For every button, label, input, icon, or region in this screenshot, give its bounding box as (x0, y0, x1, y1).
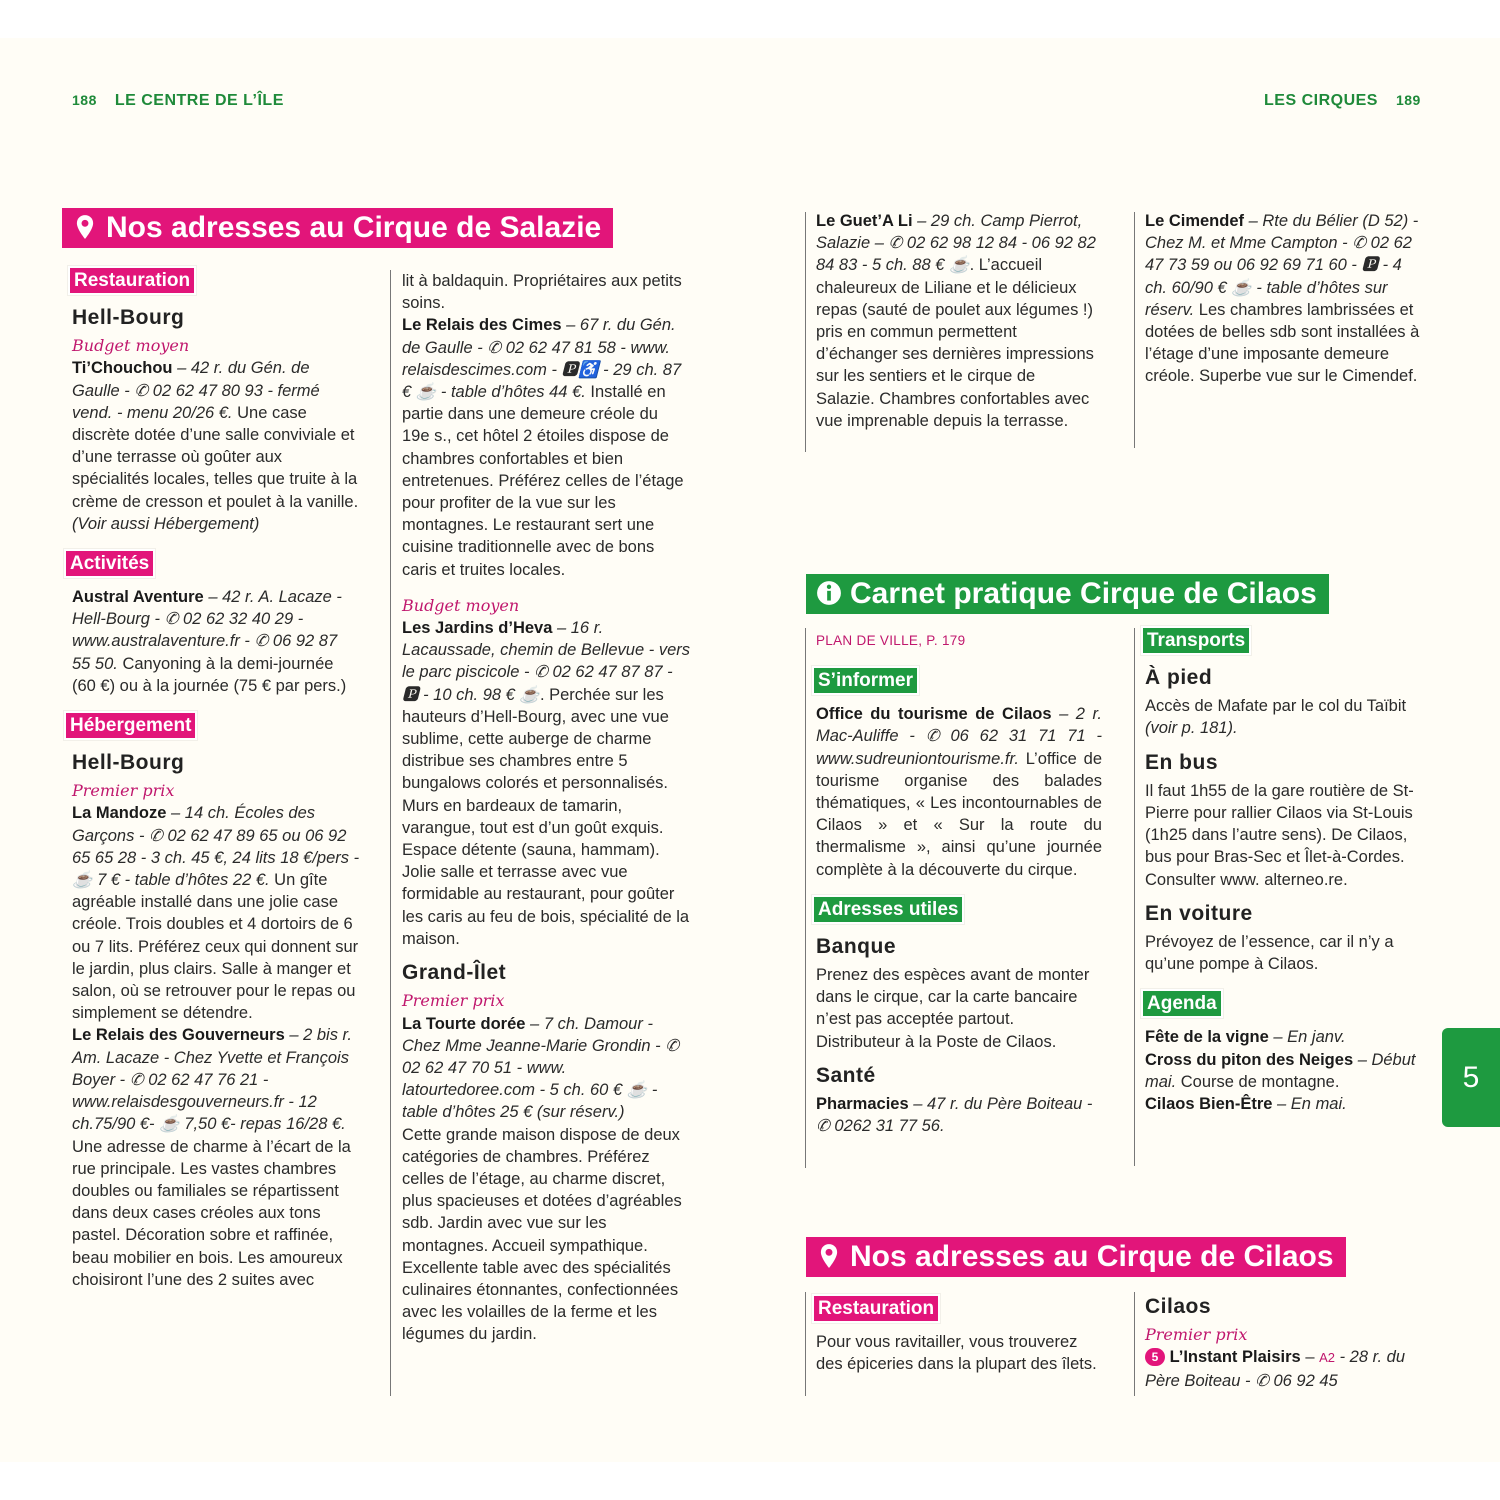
chapter-title: LE CENTRE DE L’ÎLE (114, 92, 284, 109)
page-number-right: 189 (1395, 92, 1421, 108)
listing-guet-a-li: Le Guet’A Li – 29 ch. Camp Pierrot, Salazie – ✆ 02 62 98 12 84 - 06 92 82 84 83 - 5 ch. 88 € ☕. L’accueil chaleureux de Liliane et le délicieux repas (sauté de poulet aux légumes !) pris en commun permettent d’échanger ses dernières impressions sur les sentiers et le cirque de Salazie. Chambres confortables avec vue imprenable depuis la terrasse. (816, 212, 1096, 430)
event-fete-vigne: Fête de la vigne – En janv. (1145, 1028, 1346, 1047)
column-separator (1134, 1292, 1135, 1396)
breakfast-icon: ☕ (72, 871, 98, 890)
phone-icon: ✆ (254, 632, 273, 651)
budget-label: Premier prix (402, 991, 505, 1011)
a-pied-text: Accès de Mafate par le col du Taïbit (voir p. 181). (1145, 697, 1407, 738)
tag-sinformer: S’informer (812, 666, 919, 695)
listing-relais-des-cimes: Le Relais des Cimes – 67 r. du Gén. de Gaulle - ✆ 02 62 47 81 58 - www. relaisdescimes.com - 🅿♿ - 29 ch. 87 € ☕ - table d’hôtes 44 €. Installé en partie dans une demeure créole du 19e s., cet hôtel 2 étoiles dispose de chambres confortables et bien entretenues. Préférez celles de l’étage pour profiter de la vue sur les montagnes. Le restaurant sert une cuisine traditionnelle avec de bons caris et truites locales. (402, 316, 684, 579)
listing-tourte-doree: La Tourte dorée – 7 ch. Damour - Chez Mme Jeanne-Marie Grondin - ✆ 02 62 47 70 51 - www. latourtedoree.com - 5 ch. 60 € ☕ - table d’hôtes 25 € (sur réserv.) (402, 1014, 680, 1122)
heading-en-voiture: En voiture (1145, 901, 1253, 925)
phone-icon: ✆ (164, 610, 184, 629)
wheelchair-icon: ♿ (578, 360, 599, 379)
place-cilaos: Cilaos (1145, 1295, 1212, 1318)
breakfast-icon: ☕ (1231, 278, 1252, 297)
phone-icon: ✆ (888, 234, 907, 253)
tourte-description: Cette grande maison dispose de deux catégories de chambres. Préférez celles de l’étage, au charme discret, plus spacieuses et dotées d’agréables sdb. Jardin avec vue sur les montagnes. Accueil sympathique. Excellente table avec des spécialités culinaires étonnantes, confectionnées avec les volailles de la ferme et les légumes du jardin. (402, 1125, 682, 1344)
tag-activites: Activités (64, 549, 155, 578)
carnet-column-left (816, 630, 1102, 1137)
phone-icon: ✆ (534, 663, 553, 682)
column-2 (402, 270, 690, 1346)
listing-instant-plaisirs: 5 L’Instant Plaisirs – A2 - 28 r. du Père Boiteau - ✆ 06 92 45 (1145, 1348, 1406, 1390)
phone-icon: ✆ (925, 727, 951, 746)
column-separator (1134, 212, 1135, 448)
location-pin-icon (72, 214, 98, 240)
event-cross-piton: Cross du piton des Neiges – Début mai. Course de montagne. (1145, 1050, 1416, 1091)
column-4-top (1145, 210, 1420, 388)
cilaos-title-text: Nos adresses au Cirque de Cilaos (850, 1240, 1334, 1273)
salazie-section-title (62, 208, 613, 248)
map-marker-badge: 5 (1145, 1348, 1165, 1366)
listing-cimendef: Le Cimendef – Rte du Bélier (D 52) - Chez M. et Mme Campton - ✆ 02 62 47 73 59 ou 06 92 69 71 60 - 🅿 - 4 ch. 60/90 € ☕ - table d’hôtes sur réserv. Les chambres lambrissées et dotées de belles sdb sont installées à l’étage d’une imposante demeure créole. Superbe vue sur le Cimendef. (1145, 212, 1420, 386)
listing-austral-aventure: Austral Aventure – 42 r. A. Lacaze - Hell-Bourg - ✆ 02 62 32 40 29 - www.australaventure.fr - ✆ 06 92 87 55 50. Canyoning à la demi-journée (60 €) ou à la journée (75 € par pers.) (72, 588, 347, 695)
breakfast-icon: ☕ (415, 383, 437, 402)
carnet-section-title (806, 574, 1329, 614)
carnet-column-right (1145, 626, 1430, 1115)
salazie-title-text: Nos adresses au Cirque de Salazie (106, 211, 602, 244)
heading-en-bus: En bus (1145, 750, 1219, 774)
chapter-tab: 5 (1442, 1028, 1500, 1127)
heading-banque: Banque (816, 934, 897, 958)
phone-icon: ✆ (487, 338, 506, 357)
phone-icon: ✆ (134, 381, 153, 400)
phone-icon: ✆ (129, 1070, 149, 1089)
phone-icon: ✆ (1352, 234, 1371, 253)
place-hell-bourg-2: Hell-Bourg (72, 751, 185, 775)
listing-tichouchou: Ti’Chouchou – 42 r. du Gén. de Gaulle - ✆ 02 62 47 80 93 - fermé vend. - menu 20/26 €. Une case discrète dotée d’une salle conviviale et d’une terrasse où goûter aux spécialités locales, telles que truite à la crème de cresson et poulet à la vanille. (72, 359, 359, 511)
budget-label: Budget moyen (402, 595, 520, 615)
listing-office-tourisme: Office du tourisme de Cilaos – 2 r. Mac-Auliffe - ✆ 06 62 31 71 71 - www.sudreuniontourisme.fr. L’office de tourisme organise des balades thématiques, « Les incontournables de Cilaos » et « Sur la route du thermalisme », ainsi qu’une journée complète à la découverte du cirque. (816, 705, 1102, 879)
column-separator (390, 270, 391, 1396)
banque-text: Prenez des espèces avant de monter dans le cirque, car la carte bancaire n’est pas acceptée partout. Distributeur à la Poste de Cilaos. (816, 966, 1090, 1051)
page-number-left: 188 (72, 92, 97, 108)
column-separator (805, 212, 806, 452)
breakfast-icon: ☕ (949, 256, 970, 275)
continued-text: lit à baldaquin. Propriétaires aux petits soins. (402, 272, 682, 313)
column-separator (805, 628, 806, 1168)
parking-icon: 🅿 (402, 685, 419, 704)
place-grand-ilet: Grand-Îlet (402, 961, 507, 985)
see-also-note: (Voir aussi Hébergement) (72, 514, 260, 533)
column-3-top (816, 210, 1096, 432)
resto-text: Pour vous ravitailler, vous trouverez des épiceries dans la plupart des îlets. (816, 1333, 1097, 1374)
breakfast-icon: ☕ (626, 1081, 648, 1100)
info-icon (816, 580, 842, 606)
tag-agenda: Agenda (1141, 989, 1223, 1018)
listing-relais-gouverneurs: Le Relais des Gouverneurs – 2 bis r. Am. Lacaze - Chez Yvette et François Boyer - ✆ 02 62 47 76 21 - www.relaisdesgouverneurs.fr - 12 ch.75/90 €- ☕ 7,50 €- repas 16/28 €. Une adresse de charme à l’écart de la rue principale. Les vastes chambres doubles ou familiales se répartissent dans deux cases créoles aux tons pastel. Décoration sobre et raffinée, beau mobilier en bois. Les amoureux choisiront l’une des 2 suites avec (72, 1026, 353, 1289)
event-cilaos-bien-etre: Cilaos Bien-Être – En mai. (1145, 1095, 1347, 1114)
running-head-left (72, 92, 284, 110)
phone-icon: ✆ (665, 1036, 680, 1055)
budget-label: Premier prix (72, 781, 175, 801)
breakfast-icon: ☕ (519, 685, 540, 704)
phone-icon: ✆ (1255, 1371, 1274, 1390)
carnet-title-text: Carnet pratique Cirque de Cilaos (850, 577, 1317, 610)
breakfast-icon: ☕ (159, 1115, 185, 1134)
en-bus-text: Il faut 1h55 de la gare routière de St-Pierre pour rallier Cilaos via St-Louis (1h25 dans l’autre sens). De Cilaos, bus pour Bras-Sec et Îlet-à-Cordes. Consulter www. alterneo.re. (1145, 781, 1414, 889)
section-title: LES CIRQUES (1264, 92, 1378, 109)
tag-hebergement: Hébergement (64, 711, 197, 740)
listing-jardins-heva: Les Jardins d’Heva – 16 r. Lacaussade, chemin de Bellevue - vers le parc piscicole - ✆ 02 62 47 87 87 - 🅿 - 10 ch. 98 € ☕. Perchée sur les hauteurs d’Hell-Bourg, avec une vue sublime, cette auberge de charme distribue ses chambres entre 5 bungalows colorés et personnalisés. Murs en bardeaux de tamarin, varangue, tout est d’un goût exquis. Espace détente (sauna, hammam). Jolie salle et terrasse avec vue formidable au restaurant, pour goûter les caris au feu de bois, spécialité de la maison. (402, 619, 690, 948)
phone-icon: ✆ (816, 1117, 835, 1136)
column-1 (68, 266, 360, 1291)
tag-restauration: Restauration (68, 266, 196, 295)
heading-a-pied: À pied (1145, 666, 1213, 689)
listing-pharmacies: Pharmacies – 47 r. du Père Boiteau - ✆ 0262 31 77 56. (816, 1095, 1093, 1136)
cilaos-column-right (1145, 1296, 1430, 1392)
running-head-right (1264, 92, 1421, 110)
cilaos-section-title (806, 1237, 1346, 1277)
heading-sante: Santé (816, 1063, 876, 1087)
column-separator (1134, 628, 1135, 1166)
plan-reference: PLAN DE VILLE, P. 179 (816, 633, 966, 648)
phone-icon: ✆ (149, 826, 168, 845)
budget-label: Budget moyen (72, 336, 190, 356)
column-separator (805, 1292, 806, 1396)
listing-la-mandoze: La Mandoze – 14 ch. Écoles des Garçons - ✆ 02 62 47 89 65 ou 06 92 65 65 28 - 3 ch. 45 €, 24 lits 18 €/pers - ☕ 7 € - table d’hôtes 22 €. Un gîte agréable installé dans une jolie case créole. Trois doubles et 4 dortoirs de 6 ou 7 lits. Préférez ceux qui donnent sur le jardin, plus clairs. Salle à manger et salon, où se retrouver pour le repas ou simplement se détendre. (72, 804, 360, 1023)
tag-restauration-cilaos: Restauration (812, 1294, 940, 1323)
tag-transports: Transports (1141, 626, 1251, 655)
parking-icon: 🅿 (1361, 256, 1379, 275)
location-pin-icon (816, 1243, 842, 1269)
cilaos-column-left (816, 1294, 1102, 1375)
place-hell-bourg: Hell-Bourg (72, 306, 185, 329)
en-voiture-text: Prévoyez de l’essence, car il n’y a qu’une pompe à Cilaos. (1145, 933, 1394, 974)
budget-label: Premier prix (1145, 1325, 1248, 1345)
tag-adresses-utiles: Adresses utiles (812, 895, 964, 924)
parking-icon: 🅿 (561, 360, 579, 379)
